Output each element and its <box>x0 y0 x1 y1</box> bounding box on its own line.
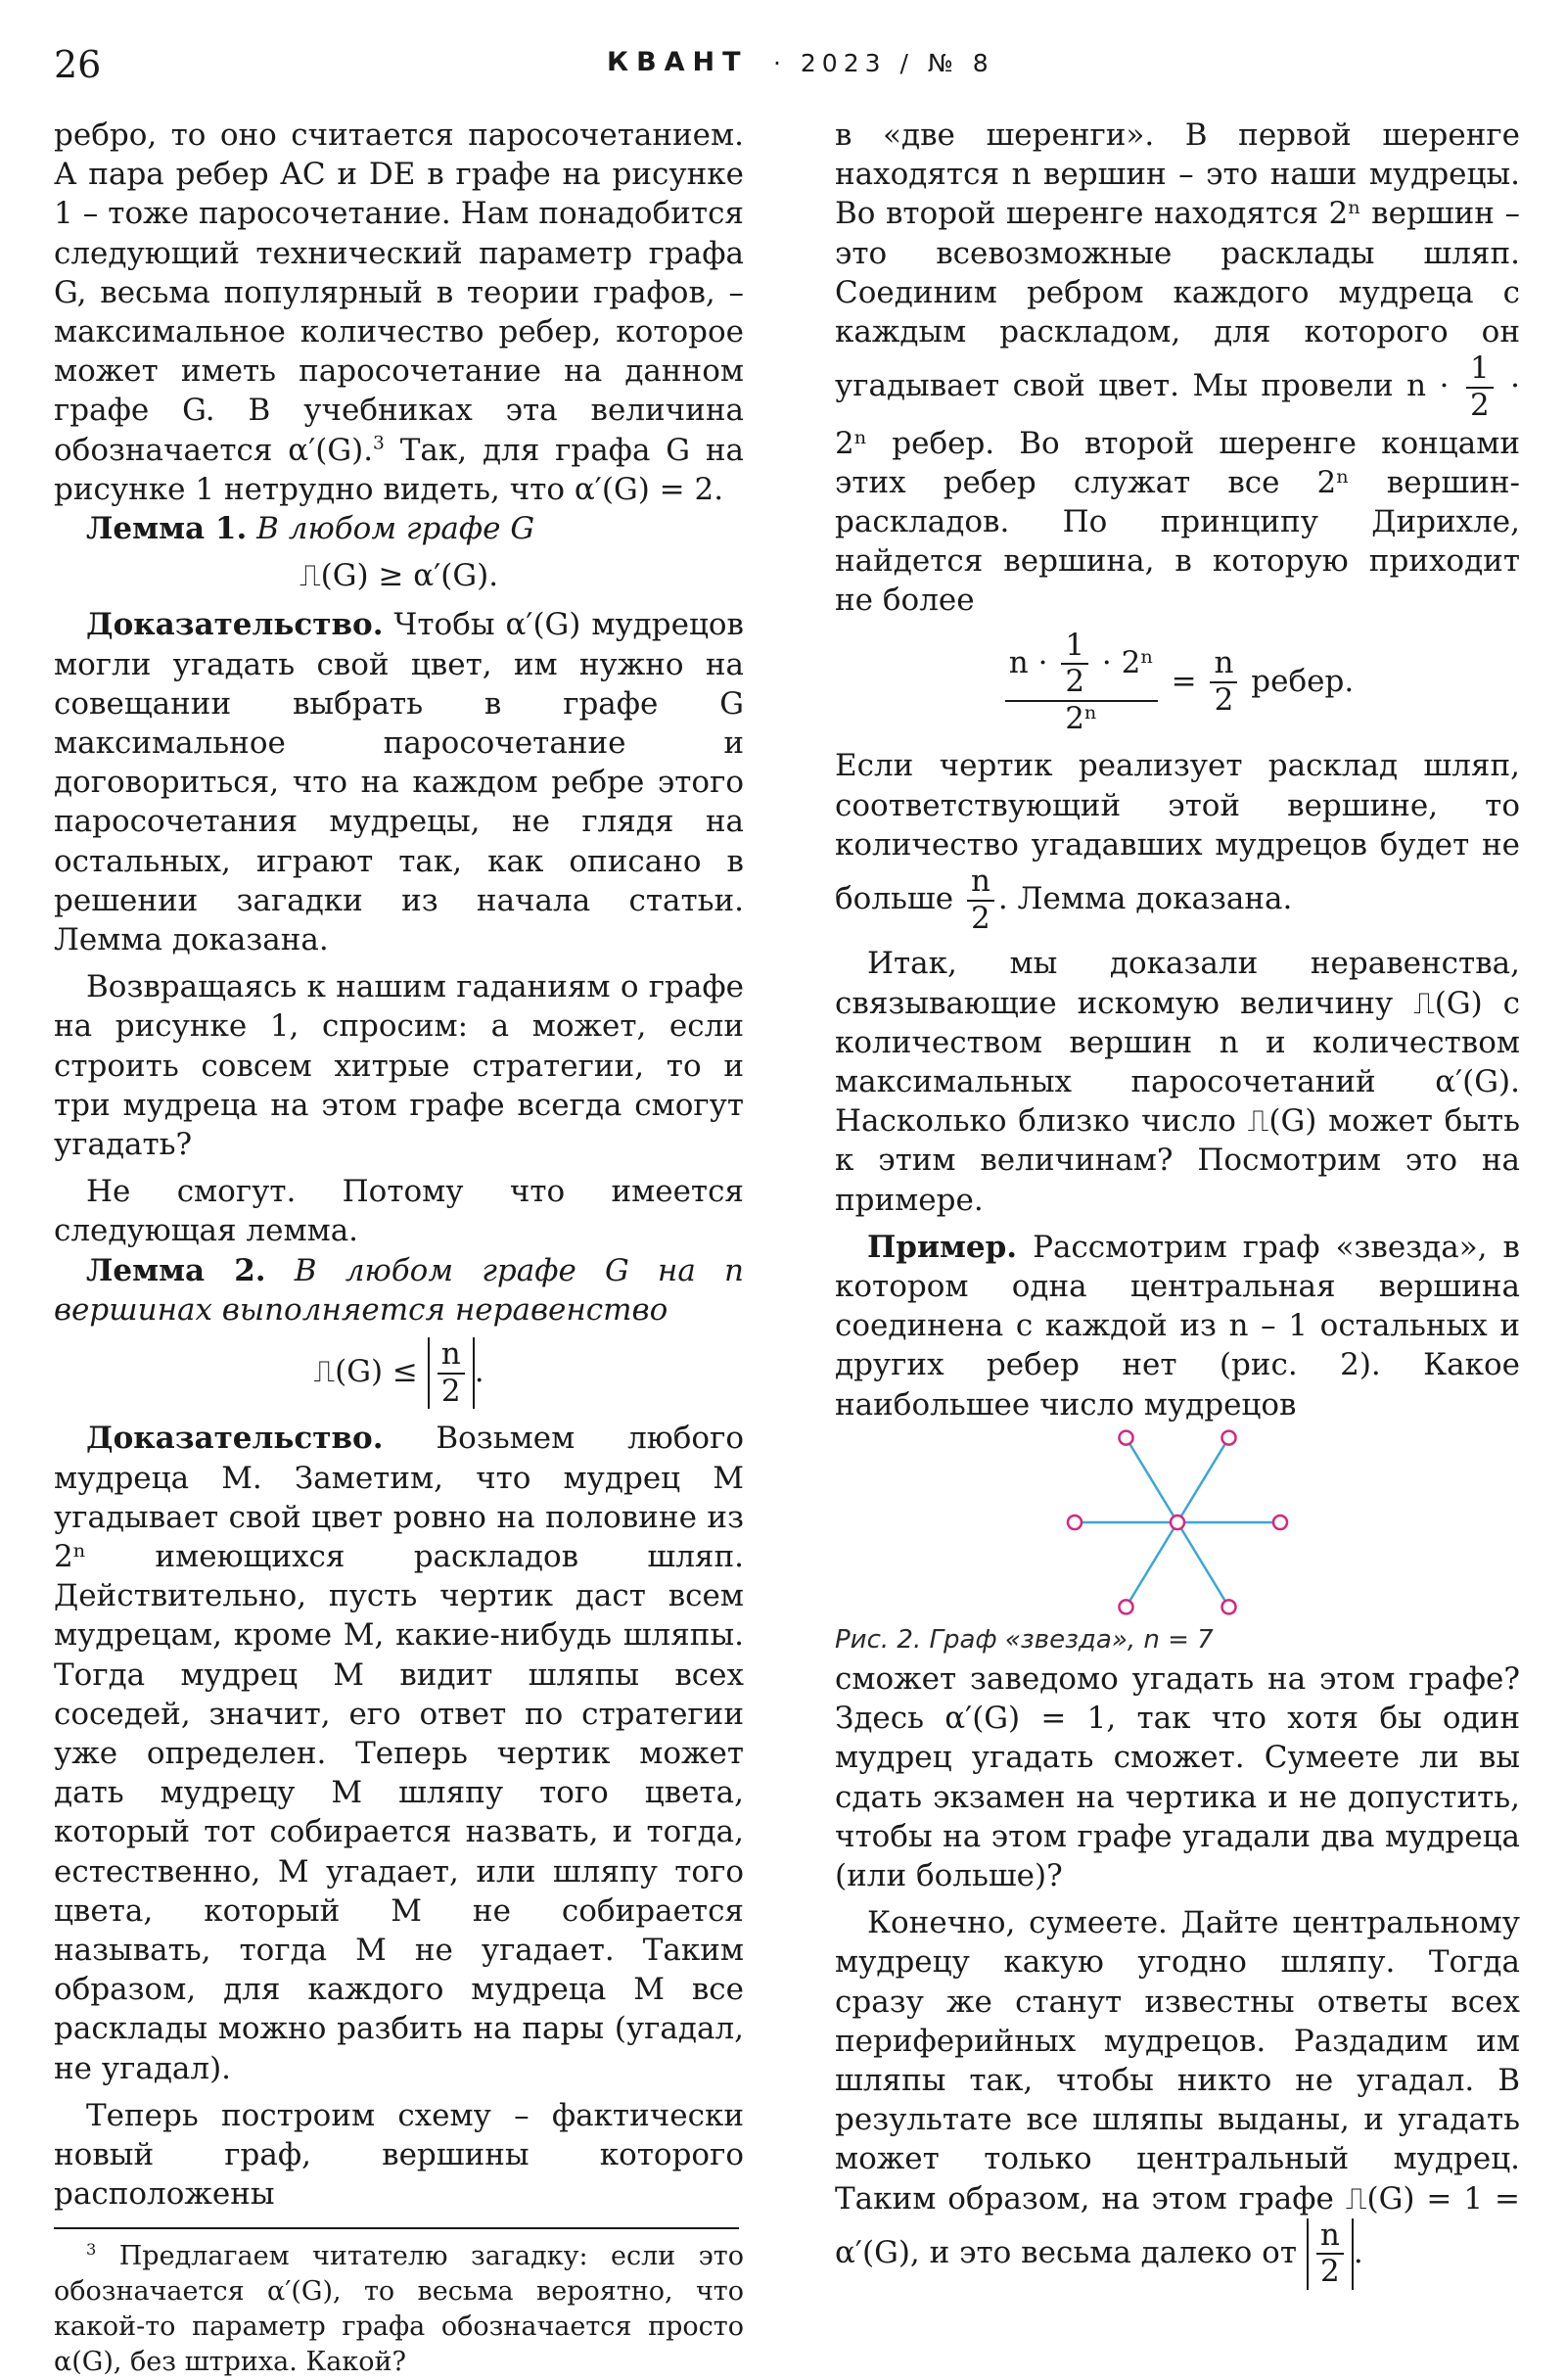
fraction-denominator: 2 <box>1065 664 1085 700</box>
proof-2 <box>54 1419 744 2087</box>
graph-edge <box>1177 1437 1229 1521</box>
math-term: n · <box>1008 644 1048 680</box>
graph-edge <box>1127 1522 1178 1607</box>
footnote-mark: 3 <box>86 2240 97 2260</box>
lemma-2 <box>54 1251 744 1330</box>
right-column <box>835 116 1520 2290</box>
proof-label: Доказательство. <box>86 607 384 643</box>
graph-vertex <box>1222 1600 1236 1613</box>
graph-vertex <box>1273 1516 1287 1529</box>
paragraph-text: Если чертик реализует расклад шляп, соответствующий этой вершине, то количество угадавших мудрецов будет не больше <box>835 748 1520 917</box>
proof-label: Доказательство. <box>86 1421 384 1457</box>
math-term: · 2ⁿ <box>1101 644 1154 680</box>
paragraph-text: в «две шеренги». В первой шеренге находятся n вершин – это наши мудрецы. Во второй шеренге находятся 2ⁿ вершин – это всевозможные расклады шляп. Соединим ребром каждого мудреца с каждым раскладом, для которого он угадывает свой цвет. Мы провели <box>835 117 1520 404</box>
footnote <box>54 2239 744 2380</box>
footnote-text: Предлагаем читателю загадку: если это обозначается α′(G), то весьма вероятно, что какой-то параметр графа обозначается просто α(G), без штриха. Какой? <box>54 2241 744 2378</box>
paragraph <box>835 116 1520 621</box>
paragraph-text: ребро, то оно считается паросочетанием. А пара ребер AC и DE в графе на рисунке 1 – тоже паросочетание. Нам понадобится следующий технический параметр графа G, весьма популярный в теории графов, – максимальное количество ребер, которое может иметь паросочетание на данном графе G. В учебниках эта величина обозначается α′(G). <box>54 117 744 468</box>
paragraph: Не смогут. Потому что имеется следующая лемма. <box>54 1174 744 1249</box>
graph-vertex <box>1120 1600 1133 1613</box>
lemma-1 <box>54 509 744 548</box>
lemma-label: Лемма 1. <box>86 511 248 547</box>
graph-edge <box>1127 1437 1178 1521</box>
fraction-numerator: n <box>1316 2218 1344 2256</box>
big-fraction <box>1005 629 1158 737</box>
dirichlet-formula <box>835 629 1520 737</box>
proof-text: Чтобы α′(G) мудрецов могли угадать свой цвет, им нужно на совещании выбрать в графе G максимальное паросочетание и договориться, что на каждом ребре этого паросочетания мудрецы, не глядя на остальных, играют так, как описано в решении загадки из начала статьи. Лемма доказана. <box>54 607 744 958</box>
paragraph <box>54 116 744 509</box>
page-number: 26 <box>54 43 102 86</box>
footnote-divider <box>54 2227 739 2229</box>
fraction-denominator: 2 <box>1214 681 1234 718</box>
paragraph-text: · 2ⁿ ребер. Во второй шеренге концами этих ребер служат все 2ⁿ вершин-раскладов. По принципу Дирихле, найдется вершина, в которую приходит не более <box>835 368 1521 619</box>
fraction-numerator: n <box>1210 646 1237 683</box>
paragraph: сможет заведомо угадать на этом графе? Здесь α′(G) = 1, так что хотя бы один мудрец угадать сможет. Сумеете ли вы сдать экзамен на чертика и не допустить, чтобы на этом графе угадали два мудреца (или больше)? <box>835 1660 1520 1893</box>
graph-vertex <box>1068 1516 1082 1529</box>
paragraph: Итак, мы доказали неравенства, связывающие искомую величину ⎍(G) с количеством вершин n и количеством максимальных паросочетаний α′(G). Насколько близко число ⎍(G) может быть к этим величинам? Посмотрим это на примере. <box>835 946 1520 1218</box>
lemma-label: Лемма 2. <box>86 1252 266 1288</box>
lemma-2-formula: ⎍(G) ≤ $\frac{n}{2}$ . <box>313 1336 484 1409</box>
fraction-denominator: 2 <box>1319 2254 1340 2290</box>
paragraph-text: . <box>1353 2234 1363 2270</box>
inline-math: n · <box>1406 368 1450 404</box>
floor-bracket <box>1307 2218 1354 2290</box>
equals-sign: = <box>1171 663 1197 699</box>
issue-label: · 2023 / № 8 <box>773 49 994 77</box>
fraction-denominator: 2 <box>440 1373 461 1409</box>
fraction-numerator: 1 <box>1061 629 1088 666</box>
paragraph <box>835 1903 1520 2290</box>
fraction-numerator: 1 <box>1466 351 1494 389</box>
proof-1 <box>54 605 744 959</box>
lemma-text: В любом графе G <box>247 511 535 547</box>
fraction-numerator <box>1005 629 1158 702</box>
example <box>835 1228 1520 1424</box>
paragraph: Возвращаясь к нашим гаданиям о графе на рисунке 1, спросим: а может, если строить совсем хитрые стратегии, то и три мудреца на этом графе всегда смогут угадать? <box>54 969 744 1163</box>
lemma-text: В любом графе G на n вершинах выполняется неравенство <box>54 1252 744 1328</box>
footnote-ref: 3 <box>373 433 385 454</box>
example-text: Рассмотрим граф «звезда», в котором одна центральная вершина соединена с каждой из n – 1 остальных и других ребер нет (рис. 2). Какое наибольшее число мудрецов <box>835 1229 1520 1423</box>
inline-fraction <box>967 864 994 936</box>
fraction-denominator: 2 <box>1469 387 1490 423</box>
lemma-1-formula: ⎍(G) ≥ α′(G). <box>299 558 499 594</box>
proof-text: Возьмем любого мудреца M. Заметим, что мудрец M угадывает свой цвет ровно на половине из 2ⁿ имеющихся раскладов шляп. Действительно, пусть чертик даст всем мудрецам, кроме M, какие-нибудь шляпы. Тогда мудрец M видит шляпы всех соседей, значит, его ответ по стратегии уже определен. Теперь чертик может дать мудрецу M шляпу того цвета, который тот собирается назвать, и тогда, естественно, M угадает, или шляпу того цвета, который M не собирается называть, тогда M не угадает. Таким образом, для каждого мудреца M все расклады можно разбить на пары (угадал, не угадал). <box>54 1421 744 2086</box>
paragraph-text: . Лемма доказана. <box>997 881 1293 917</box>
fraction-denominator: 2ⁿ <box>1065 700 1098 736</box>
graph-vertex <box>1120 1430 1133 1444</box>
graph-center-vertex <box>1171 1516 1184 1529</box>
page-header <box>0 0 1566 98</box>
result-fraction <box>1210 646 1237 718</box>
inline-fraction <box>1466 351 1494 423</box>
formula-tail: ребер. <box>1251 663 1355 699</box>
floor-bracket <box>428 1337 475 1409</box>
fraction-numerator: n <box>967 864 994 902</box>
paragraph <box>835 746 1520 936</box>
graph-edge <box>1177 1522 1229 1607</box>
fraction-numerator: n <box>438 1337 465 1375</box>
paragraph-text: Так, для графа G на рисунке 1 нетрудно видеть, что α′(G) = 2. <box>54 432 744 507</box>
fraction-denominator: 2 <box>971 900 990 936</box>
paragraph: Теперь построим схему – фактически новый граф, вершины которого расположены <box>54 2097 744 2213</box>
formula-lhs: ⎍(G) ≤ <box>313 1354 418 1390</box>
star-graph-figure <box>835 1424 1520 1620</box>
journal-title: КВАНТ <box>607 47 749 77</box>
graph-vertex <box>1222 1430 1236 1444</box>
figure-caption: Рис. 2. Граф «звезда», n = 7 <box>835 1624 1214 1655</box>
left-column <box>54 116 744 2380</box>
paragraph-text: Конечно, сумеете. Дайте центральному мудрецу какую угодно шляпу. Тогда сразу же станут известны ответы всех периферийных мудрецов. Раздадим им шляпы так, чтобы никто не угадал. В результате все шляпы выданы, и угадать может только центральный мудрец. Таким образом, на этом графе ⎍(G) = 1 = α′(G), и это весьма далеко от <box>835 1905 1520 2270</box>
example-label: Пример. <box>867 1229 1018 1265</box>
